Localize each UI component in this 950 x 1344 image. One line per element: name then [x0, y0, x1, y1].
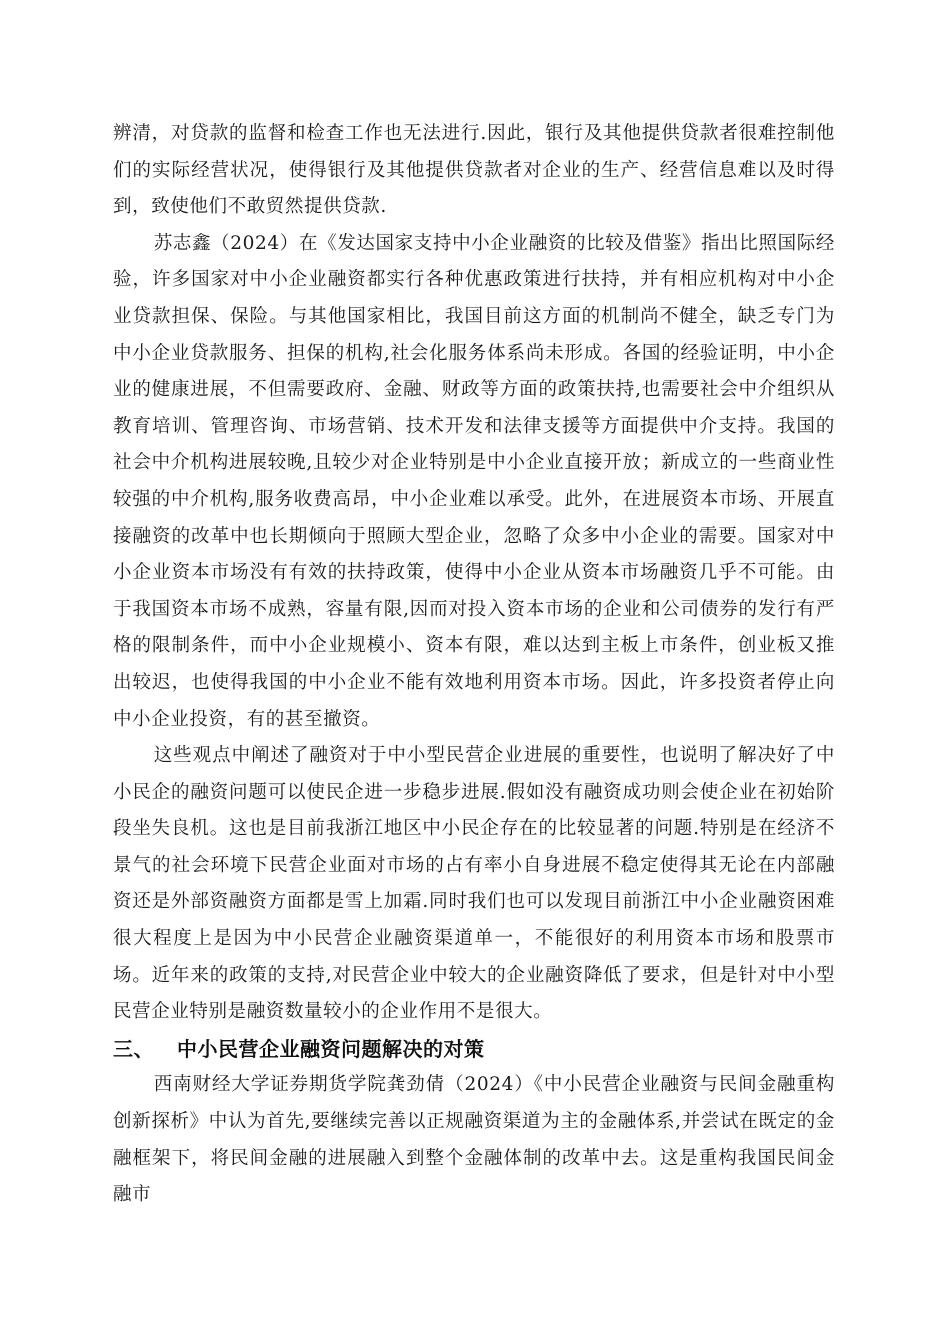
document-body	[113, 116, 835, 1214]
section-number: 三、	[113, 1036, 154, 1061]
paragraph-gong-jinqian-review: 西南财经大学证券期货学院龚劲倩（2024）《中小民营企业融资与民间金融重构创新探析》中认为首先,要继续完善以正规融资渠道为主的金融体系,并尝试在既定的金融框架下，将民间金融的进展融入到整个金融体制的改革中去。这是重构我国民间金融市	[113, 1074, 835, 1206]
section-heading	[113, 1031, 835, 1068]
paragraph-su-zhixin-review: 苏志鑫（2024）在《发达国家支持中小企业融资的比较及借鉴》指出比照国际经验，许多国家对中小企业融资都实行各种优惠政策进行扶持，并有相应机构对中小企业贷款担保、保险。与其他国家相比，我国目前这方面的机制尚不健全，缺乏专门为中小企业贷款服务、担保的机构,社会化服务体系尚未形成。各国的经验证明，中小企业的健康进展，不但需要政府、金融、财政等方面的政策扶持,也需要社会中介组织从教育培训、管理咨询、市场营销、技术开发和法律支援等方面提供中介支持。我国的社会中介机构进展较晚,且较少对企业特别是中小企业直接开放；新成立的一些商业性较强的中介机构,服务收费高昂，中小企业难以承受。此外，在进展资本市场、开展直接融资的改革中也长期倾向于照顾大型企业，忽略了众多中小企业的需要。国家对中小企业资本市场没有有效的扶持政策，使得中小企业从资本市场融资几乎不可能。由于我国资本市场不成熟，容量有限,因而对投入资本市场的企业和公司债券的发行有严格的限制条件，而中小企业规模小、资本有限，难以达到主板上市条件，创业板又推出较迟，也使得我国的中小企业不能有效地利用资本市场。因此，许多投资者停止向中小企业投资，有的甚至撤资。	[113, 232, 835, 730]
section-title: 中小民营企业融资问题解决的对策	[177, 1036, 485, 1061]
paragraph-loan-supervision: 辨清，对贷款的监督和检查工作也无法进行.因此，银行及其他提供贷款者很难控制他们的实际经营状况，使得银行及其他提供贷款者对企业的生产、经营信息难以及时得到，致使他们不敢贸然提供贷款.	[113, 123, 835, 218]
paragraph-viewpoint-summary: 这些观点中阐述了融资对于中小型民营企业进展的重要性，也说明了解决好了中小民企的融资问题可以使民企进一步稳步进展.假如没有融资成功则会使企业在初始阶段坐失良机。这也是目前我浙江地区中小民企存在的比较显著的问题.特别是在经济不景气的社会环境下民营企业面对市场的占有率小自身进展不稳定使得其无论在内部融资还是外部资融资方面都是雪上加霜.同时我们也可以发现目前浙江中小企业融资困难很大程度上是因为中小民营企业融资渠道单一，不能很好的利用资本市场和股票市场。近年来的政策的支持,对民营企业中较大的企业融资降低了要求，但是针对中小型民营企业特别是融资数量较小的企业作用不是很大。	[113, 745, 835, 1023]
